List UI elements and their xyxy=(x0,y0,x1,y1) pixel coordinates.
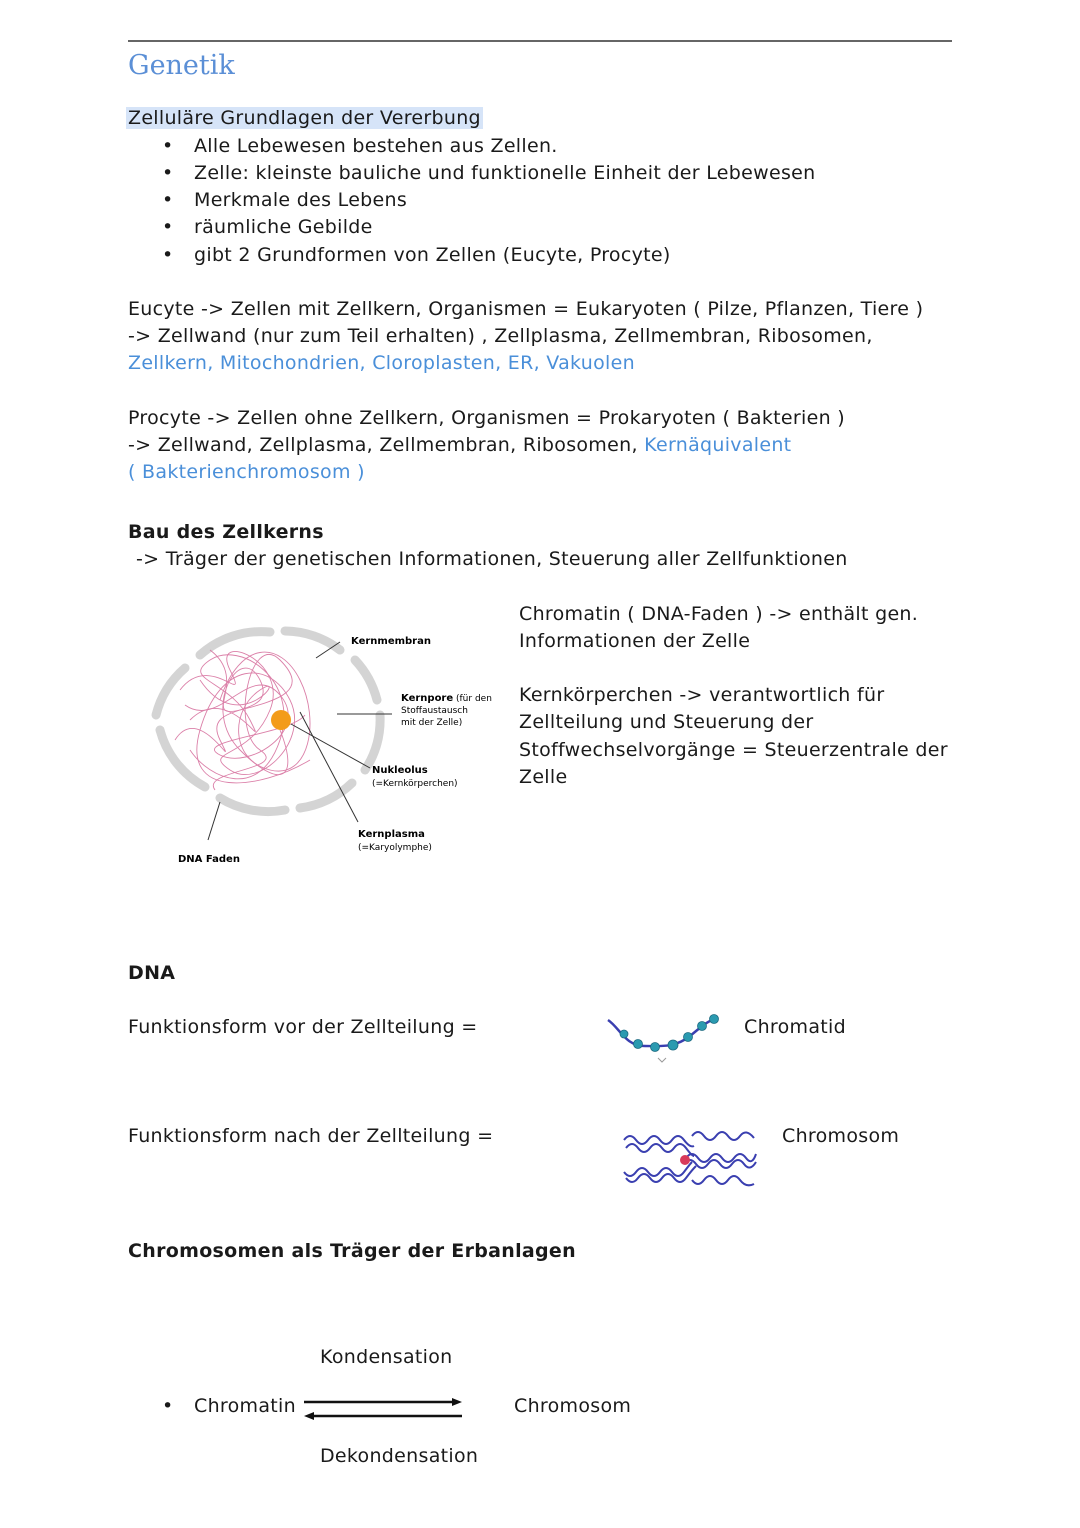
chromosom-label: Chromosom xyxy=(514,1395,632,1417)
procyte-line-2: -> Zellwand, Zellplasma, Zellmembran, Ribosomen, Kernäquivalent xyxy=(128,434,792,456)
chromatin-text-2: Informationen der Zelle xyxy=(519,630,751,652)
zellkern-subline: -> Träger der genetischen Informationen, Steuerung aller Zellfunktionen xyxy=(136,548,848,570)
bullet-dot: • xyxy=(162,1395,174,1417)
label-nukleolus: Nukleolus xyxy=(372,765,428,776)
dekondensation-label: Dekondensation xyxy=(320,1445,479,1467)
nuclear-membrane xyxy=(156,631,380,812)
section-heading-zellkern: Bau des Zellkerns xyxy=(128,521,324,543)
chromatid-label: Chromatid xyxy=(744,1016,846,1038)
kernkoerperchen-text-1: Kernkörperchen -> verantwortlich für xyxy=(519,684,885,706)
page-title: Genetik xyxy=(128,50,235,81)
equilibrium-arrows-icon xyxy=(300,1394,466,1424)
bullet-dot: • xyxy=(162,216,174,238)
chromosome-label: Chromosom xyxy=(782,1125,900,1147)
label-kernpore-note-2: Stoffaustausch xyxy=(401,706,468,716)
label-kernplasma: Kernplasma xyxy=(358,829,425,840)
label-kernmembran: Kernmembran xyxy=(351,636,431,647)
bullet-dot: • xyxy=(162,189,174,211)
chromatin-text-1: Chromatin ( DNA-Faden ) -> enthält gen. xyxy=(519,603,919,625)
label-kernpore-note-1: (für den xyxy=(456,694,492,704)
eucyte-line-2: -> Zellwand (nur zum Teil erhalten) , Zellplasma, Zellmembran, Ribosomen, xyxy=(128,325,873,347)
chromatin-label: Chromatin xyxy=(194,1395,296,1417)
label-kernpore-note-3: mit der Zelle) xyxy=(401,718,463,728)
kondensation-label: Kondensation xyxy=(320,1346,453,1368)
chromatid-icon xyxy=(600,1008,730,1066)
label-kernpore: Kernpore xyxy=(401,693,454,704)
procyte-line-1: Procyte -> Zellen ohne Zellkern, Organismen = Prokaryoten ( Bakterien ) xyxy=(128,407,845,429)
kernkoerperchen-text-4: Zelle xyxy=(519,766,568,788)
bullet-dot: • xyxy=(162,244,174,266)
eucyte-line-1: Eucyte -> Zellen mit Zellkern, Organismen = Eukaryoten ( Pilze, Pflanzen, Tiere ) xyxy=(128,298,924,320)
chromosome-icon xyxy=(618,1126,763,1196)
procyte-line-3: ( Bakterienchromosom ) xyxy=(128,461,365,483)
bullet-text: räumliche Gebilde xyxy=(194,216,373,238)
bullet-text: Merkmale des Lebens xyxy=(194,189,408,211)
eucyte-line-3: Zellkern, Mitochondrien, Cloroplasten, ER, Vakuolen xyxy=(128,352,635,374)
section-heading-grundlagen: Zelluläre Grundlagen der Vererbung xyxy=(128,107,481,129)
nucleolus-circle xyxy=(271,710,291,730)
bullet-text: gibt 2 Grundformen von Zellen (Eucyte, Procyte) xyxy=(194,244,671,266)
kernkoerperchen-text-3: Stoffwechselvorgänge = Steuerzentrale der xyxy=(519,739,948,761)
section-heading-dna: DNA xyxy=(128,962,176,984)
bullet-dot: • xyxy=(162,135,174,157)
label-kernplasma-note: (=Karyolymphe) xyxy=(358,843,432,853)
section-heading-chromosomen: Chromosomen als Träger der Erbanlagen xyxy=(128,1240,576,1262)
dna-after-text: Funktionsform nach der Zellteilung = xyxy=(128,1125,494,1147)
nucleus-diagram xyxy=(140,620,510,880)
kernkoerperchen-text-2: Zellteilung und Steuerung der xyxy=(519,711,814,733)
label-dna-faden: DNA Faden xyxy=(178,854,240,865)
dna-before-text: Funktionsform vor der Zellteilung = xyxy=(128,1016,478,1038)
label-nukleolus-note: (=Kernkörperchen) xyxy=(372,779,458,789)
bullet-text: Alle Lebewesen bestehen aus Zellen. xyxy=(194,135,558,157)
bullet-text: Zelle: kleinste bauliche und funktionelle Einheit der Lebewesen xyxy=(194,162,816,184)
top-rule xyxy=(128,40,952,42)
bullet-dot: • xyxy=(162,162,174,184)
